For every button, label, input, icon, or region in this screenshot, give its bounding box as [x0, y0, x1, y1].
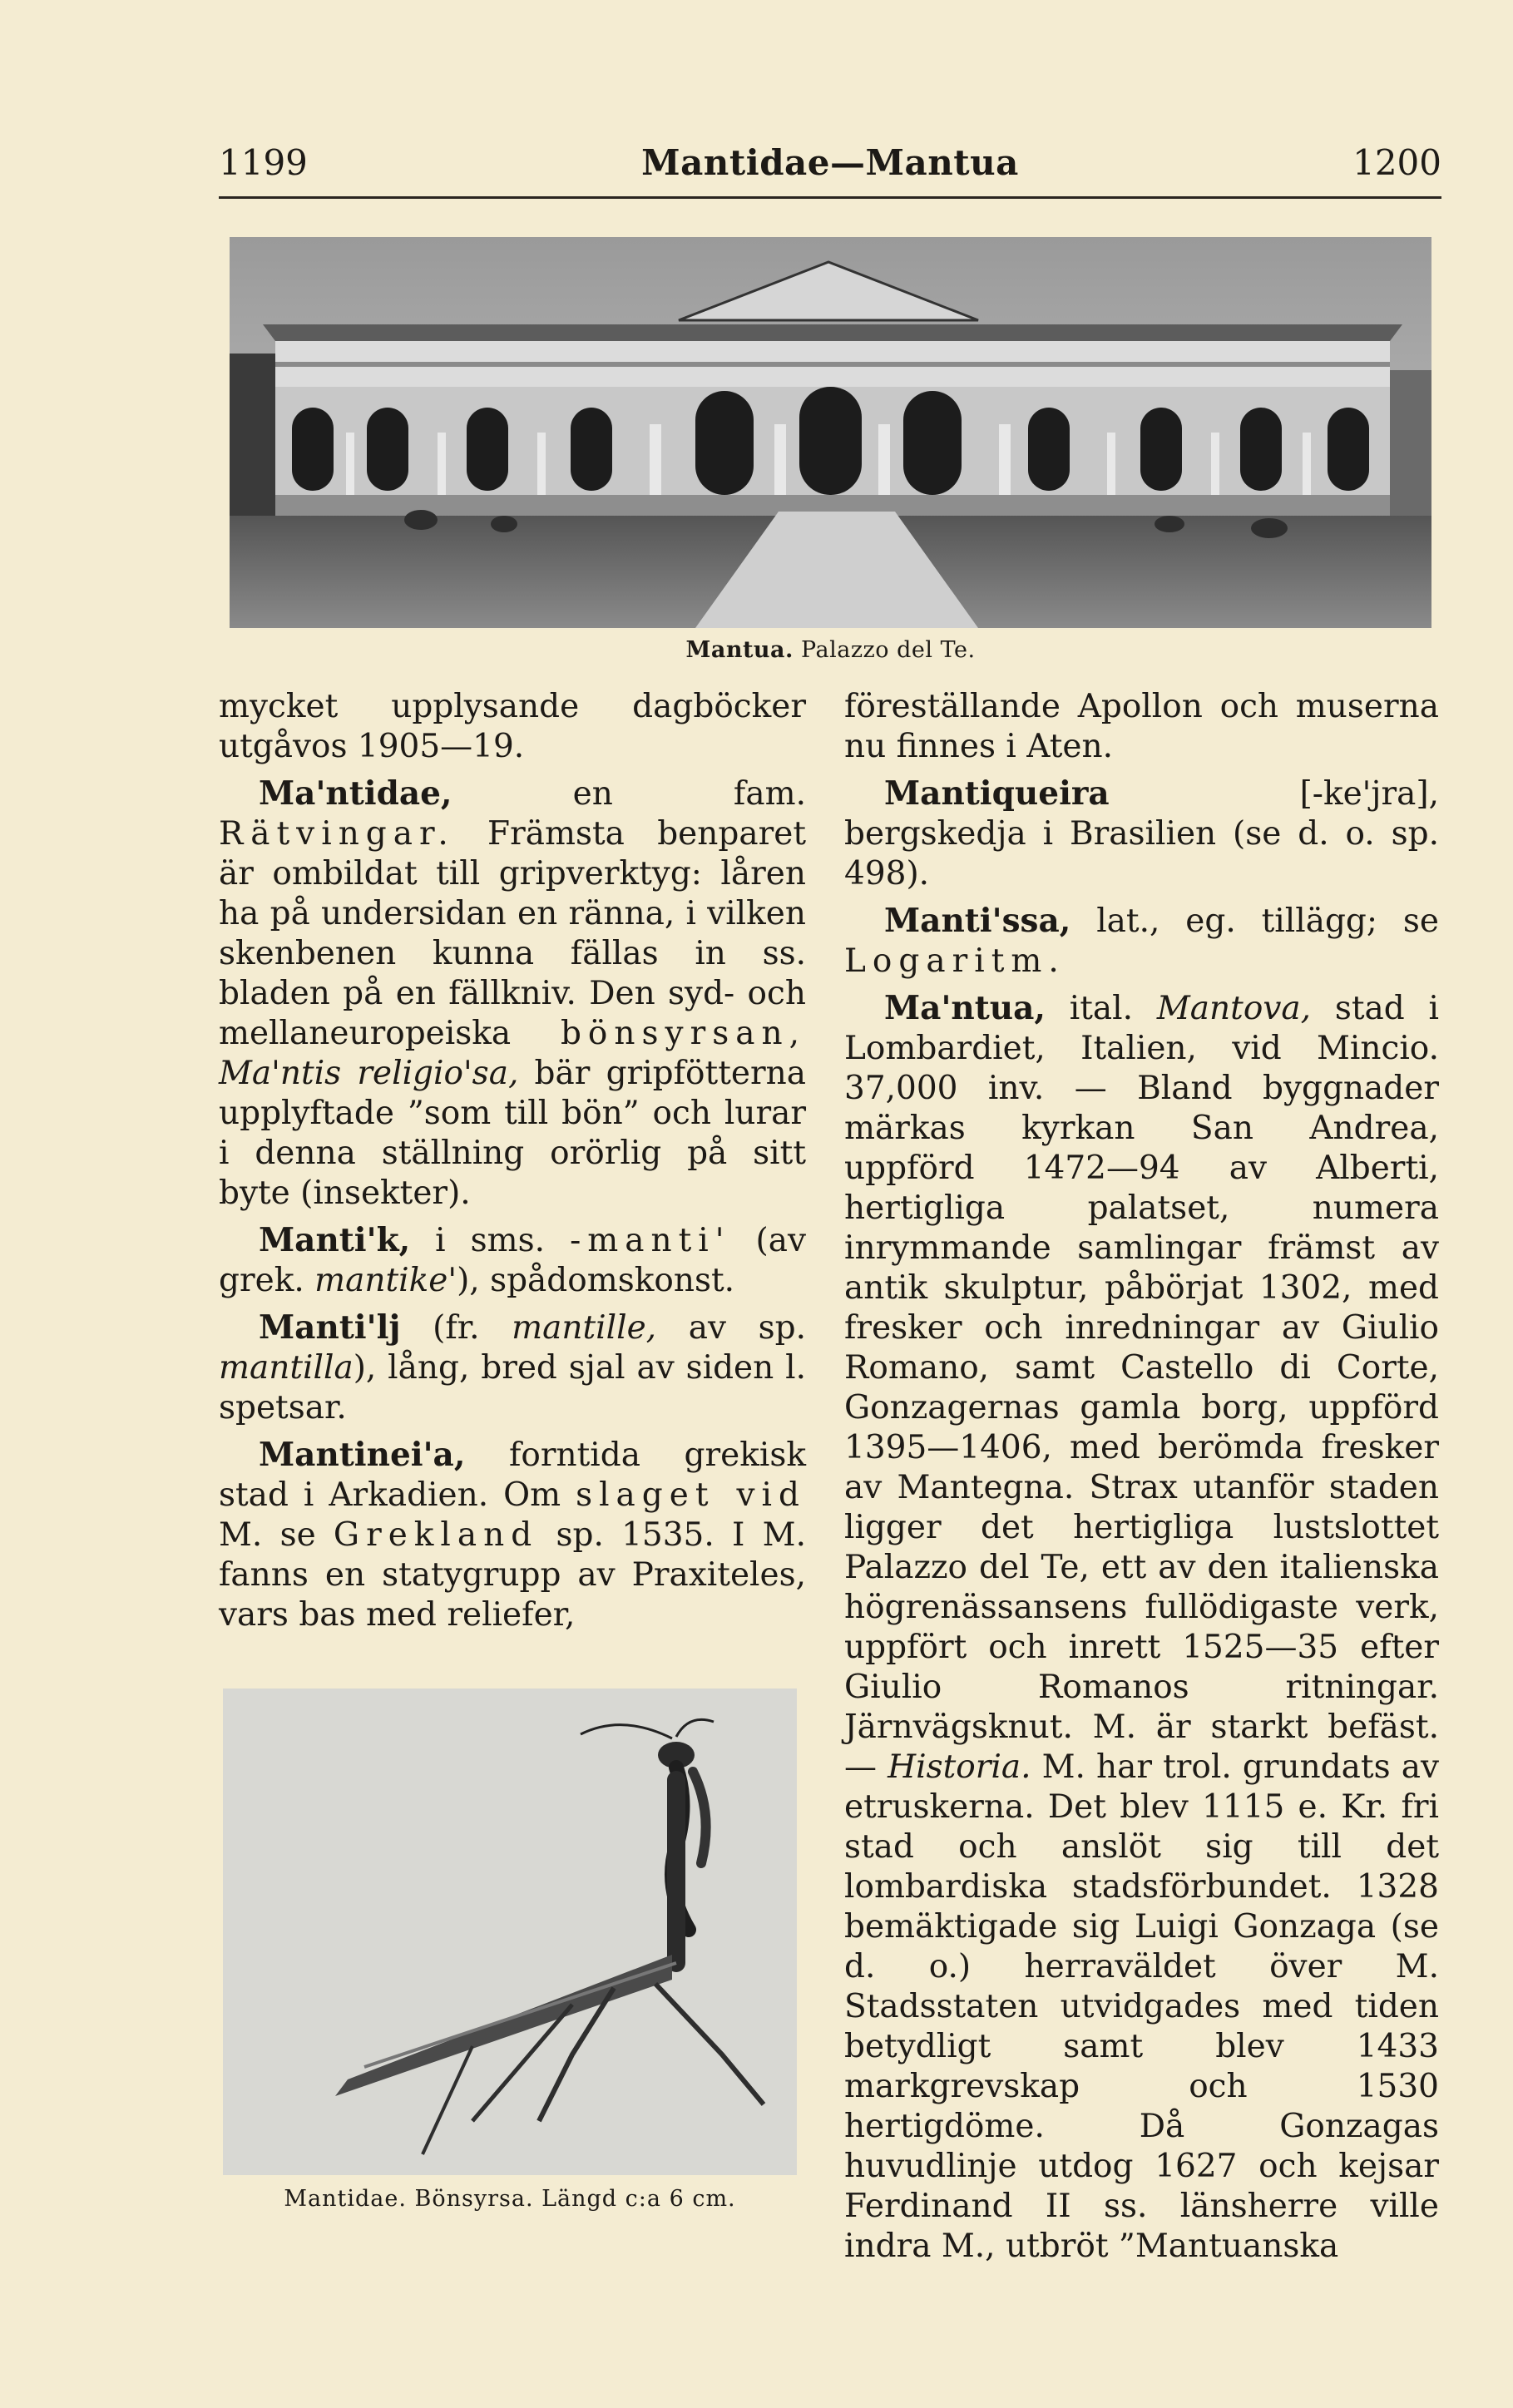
italic-term: mantille,	[512, 1309, 657, 1347]
entry-mantiqueira	[844, 774, 1439, 894]
entry-mantineia	[219, 1435, 806, 1635]
headword: Manti'ssa,	[884, 902, 1071, 940]
right-column	[844, 687, 1439, 2273]
italic-term: mantilla	[219, 1349, 354, 1387]
spaced-term: slaget vid	[576, 1476, 806, 1514]
italic-term: Ma'ntis religio'sa,	[219, 1055, 519, 1092]
entry-text: ), spådomskonst.	[457, 1262, 735, 1299]
entry-text: (av grek.	[219, 1222, 806, 1299]
spaced-term: -manti'	[570, 1222, 731, 1259]
entry-text: en fam.	[452, 775, 806, 813]
mantis-caption: Mantidae. Bönsyrsa. Längd c:a 6 cm.	[284, 2186, 736, 2212]
spaced-term: Grekland	[333, 1516, 539, 1554]
headword: Manti'lj	[259, 1308, 401, 1347]
spaced-term: Rätvingar.	[219, 815, 455, 853]
continuation-paragraph: föreställande Apollon och muserna nu finnes i Aten.	[844, 688, 1439, 765]
left-column	[219, 687, 806, 1642]
entry-text: [-ke'jra], bergskedja i Brasilien (se d. o. sp. 498).	[844, 775, 1439, 892]
left-page-number: 1199	[219, 141, 308, 183]
italic-term: Mantova,	[1156, 990, 1311, 1027]
mantis-photo	[223, 1689, 797, 2175]
entry-text: Främsta benparet är ombildat till gripverktyg: låren ha på undersidan en ränna, i vilken skenbenen kunna fällas in ss. bladen på en fällkniv. Den syd- och mellaneuropeiska	[219, 815, 806, 1052]
headword: Ma'ntua,	[884, 989, 1046, 1027]
headword: Manti'k,	[259, 1221, 411, 1259]
right-page-number: 1200	[1352, 141, 1441, 183]
palazzo-illustration	[230, 237, 1431, 628]
entry-text: forntida grekisk stad i Arkadien. Om	[219, 1436, 806, 1514]
entry-text: av sp.	[656, 1309, 806, 1347]
continuation-paragraph: mycket upplysande dagböcker utgåvos 1905—19.	[219, 688, 806, 765]
entry-text: stad i Lombardiet, Italien, vid Mincio. 37,000 inv. — Bland byggnader märkas kyrkan San Andrea, uppförd 1472—94 av Alberti, hertigliga palatset, numera inrymmande samlingar främst av antik skulptur, påbörjat 1302, med fresker och inredningar av Giulio Romano, samt Castello di Corte, Gonzagernas gamla borg, uppförd 1395—1406, med berömda fresker av Mantegna. Strax utanför staden ligger det hertigliga lustslottet Palazzo del Te, ett av den italienska högrenässansens fullödigaste verk, uppfört och inrett 1525—35 efter Giulio Romanos ritningar. Järnvägsknut. M. är starkt befäst. —	[844, 990, 1440, 1786]
entry-text: bär gripfötterna upplyftade ”som till bön” och lurar i denna ställning orörlig på sitt byte (insekter).	[219, 1055, 806, 1212]
palazzo-caption	[230, 637, 1431, 663]
caption-place: Mantua.	[685, 637, 794, 663]
entry-text: (fr.	[400, 1309, 512, 1347]
entry-mantik	[219, 1220, 806, 1301]
entry-text: ital.	[1045, 990, 1157, 1027]
headword: Mantinei'a,	[259, 1436, 466, 1474]
entry-text: lat., eg. tillägg; se	[1070, 902, 1439, 940]
italic-term: Historia.	[888, 1748, 1031, 1786]
headword: Ma'ntidae,	[259, 774, 452, 813]
caption-subject: Palazzo del Te.	[793, 637, 976, 663]
entry-mantissa	[844, 901, 1439, 981]
entry-text: M. har trol. grundats av etruskerna. Det blev 1115 e. Kr. fri stad och anslöt sig till det lombardiska stadsförbundet. 1328 bemäktigade sig Luigi Gonzaga (se d. o.) herraväldet över M. Stadsstaten utvidgades med tiden betydligt samt blev 1433 markgrevskap och 1530 hertigdöme. Då Gonzagas huvudlinje utdog 1627 och kejsar Ferdinand II ss. länsherre ville indra M., utbröt ”Mantuanska	[844, 1748, 1439, 2265]
entry-text: M. se	[219, 1516, 334, 1554]
entry-mantilj	[219, 1308, 806, 1428]
header-rule	[219, 196, 1441, 199]
spaced-term: Logaritm.	[844, 942, 1066, 980]
entry-text: ), lång, bred sjal av siden l. spetsar.	[219, 1349, 806, 1427]
entry-text: sp. 1535. I M. fanns en statygrupp av Praxiteles, vars bas med reliefer,	[219, 1516, 806, 1634]
mantis-illustration	[223, 1689, 797, 2175]
spaced-term: bönsyrsan,	[560, 1015, 806, 1052]
headword: Mantiqueira	[884, 774, 1110, 813]
italic-term: mantike'	[314, 1262, 457, 1299]
entry-mantidae	[219, 774, 806, 1214]
palazzo-photo	[230, 237, 1431, 628]
entry-text: i sms.	[410, 1222, 571, 1259]
entry-mantua	[844, 988, 1439, 2267]
page-header	[219, 133, 1441, 191]
page-title: Mantidae—Mantua	[641, 141, 1019, 183]
